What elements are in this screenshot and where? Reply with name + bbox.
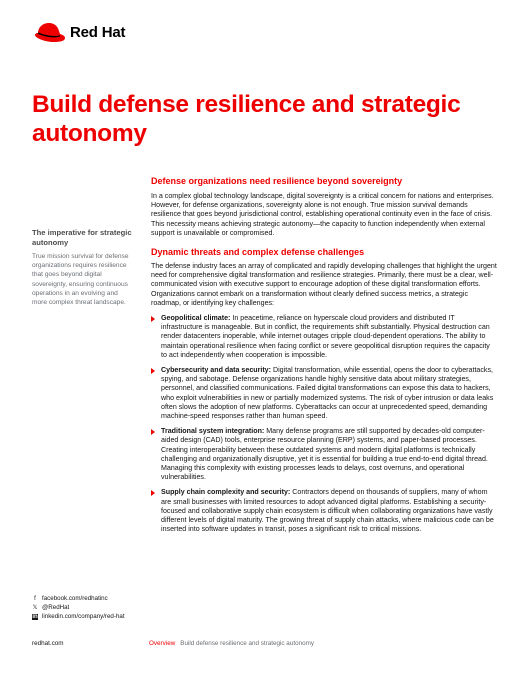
bullet-label: Cybersecurity and data security: <box>161 366 271 375</box>
section1-paragraph: In a complex global technology landscape, digital sovereignty is a critical concern for nations and enterprises. However, for defense organizations, sovereignty alone is not enough. True mission survival demands resilience that goes beyond jurisdictional control, establishing operational continuity even in the face of crisis. This necessity means achieving strategic autonomy—the capacity to function independently when external support is unavailable or compromised. <box>151 192 494 237</box>
sidebar-heading: The imperative for strategic autonomy <box>32 228 132 247</box>
bullet-text: Many defense programs are still supported by decades-old computer-aided design (CAD) tools, enterprise resource planning (ERP) systems, and paper-based processes. Creating interoperability between these outdated systems and modern digital platforms is technically challenging and organizationally disruptive, yet it is essential for building a true end-to-end digital thread. Managing this complexity with existing processes leads to delays, cost overruns, and operational vulnerabilities. <box>161 427 488 482</box>
bullet-label: Traditional system integration: <box>161 427 265 436</box>
social-linkedin[interactable] <box>32 612 125 621</box>
bullet-label: Geopolitical climate: <box>161 314 231 323</box>
breadcrumb-title: Build defense resilience and strategic autonomy <box>180 640 314 647</box>
social-facebook[interactable] <box>32 594 125 603</box>
main-content <box>149 176 497 541</box>
section1-heading: Defense organizations need resilience beyond sovereignty <box>151 176 403 186</box>
bullet-text: In peacetime, reliance on hyperscale cloud providers and distributed IT infrastructure is manageable. But in conflict, the requirements shift substantially. Physical destruction can render datacenters inoperable, while internet outages cripple cloud-dependent operations. The ability to maintain operational resilience when facing conflict or severe geopolitical disruption requires the capacity to act independently when cooperation is impossible. <box>161 314 490 359</box>
footer-site-link[interactable]: redhat.com <box>32 640 64 647</box>
challenges-list <box>149 314 497 534</box>
social-link-text[interactable]: linkedin.com/company/red-hat <box>42 613 125 620</box>
bullet-text: Digital transformation, while essential, opens the door to cyberattacks, spying, and sabotage. Defense organizations handle highly sensitive data about military strategies, personnel, and classified communications. Failed digital transformations can expose this data to hackers, who exploit vulnerabilities in new or partially modernized systems. The risk of cyber intrusion or data leaks often slows the adoption of new platforms. Cyberattacks can occur at unprecedented speed, demanding machine-speed responses rather than human speed. <box>161 366 494 421</box>
footer-breadcrumb <box>149 640 314 647</box>
breadcrumb-section[interactable]: Overview <box>149 640 176 647</box>
list-item <box>149 427 497 482</box>
list-item <box>149 314 497 360</box>
social-x[interactable] <box>32 603 125 612</box>
x-icon: 𝕏 <box>32 604 38 611</box>
social-link-text[interactable]: facebook.com/redhatinc <box>42 595 108 602</box>
bullet-label: Supply chain complexity and security: <box>161 488 291 497</box>
bullet-text: Contractors depend on thousands of suppliers, many of whom are small businesses with limited resources to adopt advanced digital platforms. Establishing a security-focused and collaborative supply chain ecosystem is difficult when collaborating organizations have vastly different levels of digital maturity. The growing threat of supply chain attacks, where malicious code can be inserted into software updates in transit, poses a significant risk to critical missions. <box>161 488 494 534</box>
red-hat-hat-icon <box>32 20 66 44</box>
social-links <box>32 594 125 621</box>
sidebar <box>32 228 132 307</box>
section2-paragraph: The defense industry faces an array of complicated and rapidly developing challenges that highlight the urgent need for comprehensive digital transformation and resilience strategies. Primarily, there must be a clear, well-communicated vision with executive support to encourage adoption of these digital transformation efforts. Organizations cannot embark on a transformation without clearly defined success metrics, a strategic roadmap, or identifying key challenges: <box>151 262 497 307</box>
linkedin-icon: in <box>32 613 38 620</box>
list-item <box>149 488 497 534</box>
red-hat-logo <box>32 20 125 44</box>
page-title: Build defense resilience and strategic autonomy <box>32 91 461 147</box>
brand-name: Red Hat <box>70 23 126 41</box>
social-link-text[interactable]: @RedHat <box>42 604 70 611</box>
sidebar-text: True mission survival for defense organizations requires resilience that goes beyond digital sovereignty, ensuring continuous operations in an evolving and more complex threat landscape. <box>32 253 129 307</box>
list-item <box>149 366 497 421</box>
facebook-icon: f <box>34 595 36 602</box>
section2-heading: Dynamic threats and complex defense challenges <box>151 247 365 258</box>
